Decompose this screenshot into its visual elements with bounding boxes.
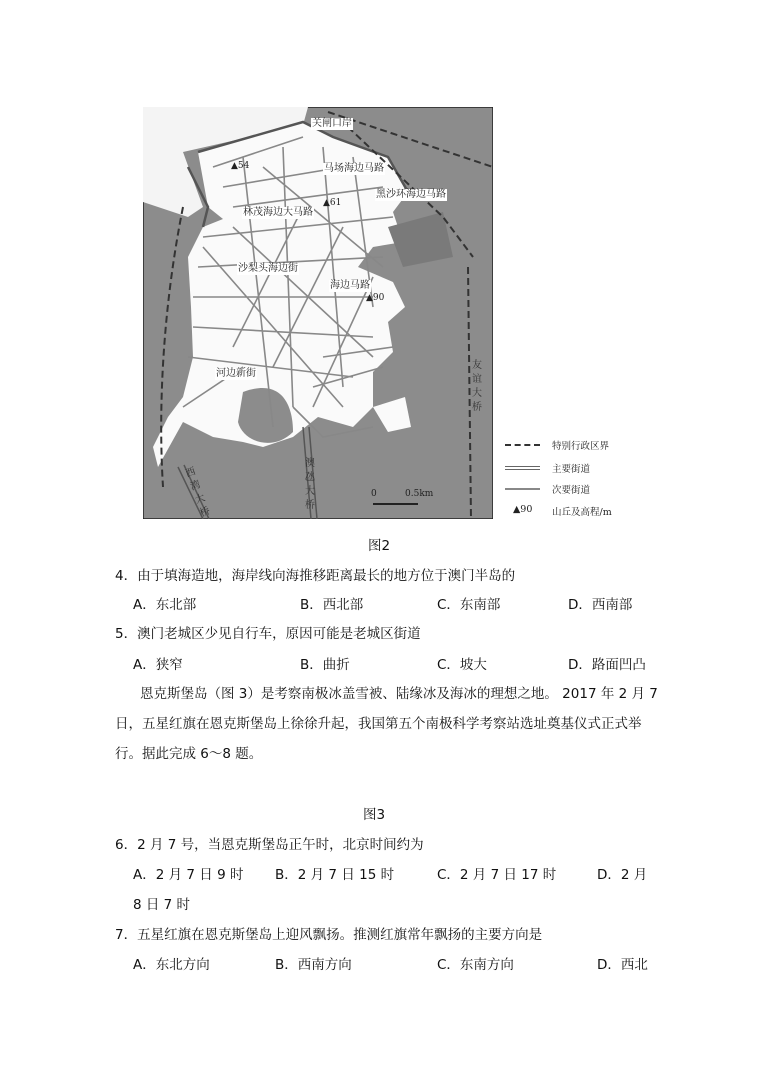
figure-3-caption: 图3	[363, 807, 386, 823]
label-haibian: 海边马路	[330, 280, 370, 291]
q5-option-b[interactable]: B．曲折	[300, 657, 350, 673]
q6-option-a[interactable]: A．2 月 7 日 9 时	[133, 867, 244, 883]
q4-option-d[interactable]: D．西南部	[568, 597, 633, 613]
q5-option-a[interactable]: A．狭窄	[133, 657, 183, 673]
q7-option-a[interactable]: A．东北方向	[133, 957, 210, 973]
question-4-stem: 4．由于填海造地，海岸线向海推移距离最长的地方位于澳门半岛的	[115, 568, 516, 584]
question-5-stem: 5．澳门老城区少见自行车，原因可能是老城区街道	[115, 626, 421, 642]
legend-dashed-line	[505, 444, 540, 446]
legend-single-line	[505, 488, 540, 490]
peak-61: ▲61	[323, 198, 342, 208]
q5-option-c[interactable]: C．坡大	[437, 657, 487, 673]
label-linmao: 林茂海边大马路	[243, 207, 313, 218]
passage-line: 恩克斯堡岛（图 3）是考察南极冰盖雪被、陆缘冰及海冰的理想之地。 2017 年 2 月 7	[140, 686, 658, 702]
label-xiwan-bridge: 西湾大桥	[184, 466, 212, 520]
passage-line: 行。据此完成 6～8 题。	[115, 746, 263, 762]
question-6-stem: 6．2 月 7 号，当恩克斯堡岛正午时，北京时间约为	[115, 837, 424, 853]
q6-option-c[interactable]: C．2 月 7 日 17 时	[437, 867, 557, 883]
label-aotan-bridge: 澳氹大桥	[305, 458, 315, 511]
question-7-stem: 7．五星红旗在恩克斯堡岛上迎风飘扬。推测红旗常年飘扬的主要方向是	[115, 927, 543, 943]
q4-option-a[interactable]: A．东北部	[133, 597, 197, 613]
q7-option-b[interactable]: B．西南方向	[275, 957, 352, 973]
legend-label: 特别行政区界	[552, 441, 610, 452]
label-guanzha: 关闸口岸	[312, 118, 352, 129]
q7-option-d[interactable]: D．西北	[597, 957, 648, 973]
q7-option-c[interactable]: C．东南方向	[437, 957, 514, 973]
label-heishahuan: 黑沙环海边马路	[376, 189, 446, 200]
figure-2-map	[143, 107, 493, 519]
legend-label: 次要街道	[552, 485, 591, 496]
legend-double-line	[505, 466, 540, 470]
legend-label: 主要街道	[552, 464, 591, 475]
label-youyi-bridge: 友谊大桥	[472, 360, 482, 413]
figure-2-caption: 图2	[368, 538, 391, 554]
q5-option-d[interactable]: D．路面凹凸	[568, 657, 646, 673]
q4-option-b[interactable]: B．西北部	[300, 597, 364, 613]
scale-zero: 0	[371, 489, 377, 499]
map-graphic	[143, 107, 493, 519]
passage-line: 日，五星红旗在恩克斯堡岛上徐徐升起，我国第五个南极科学考察站选址奠基仪式正式举	[115, 716, 642, 732]
label-hebian: 河边新街	[216, 368, 256, 379]
peak-54: ▲54	[231, 161, 250, 171]
legend-label: 山丘及高程/m	[552, 507, 612, 518]
legend-peak-symbol: ▲90	[513, 504, 533, 515]
q4-option-c[interactable]: C．东南部	[437, 597, 501, 613]
scale-end: 0.5km	[405, 489, 434, 499]
q6-option-d-continuation: 8 日 7 时	[133, 897, 191, 913]
label-machang: 马场海边马路	[324, 163, 384, 174]
label-shalitou: 沙梨头海边街	[238, 263, 298, 274]
q6-option-d[interactable]: D．2 月	[597, 867, 648, 883]
peak-90: ▲90	[366, 293, 385, 303]
q6-option-b[interactable]: B．2 月 7 日 15 时	[275, 867, 395, 883]
